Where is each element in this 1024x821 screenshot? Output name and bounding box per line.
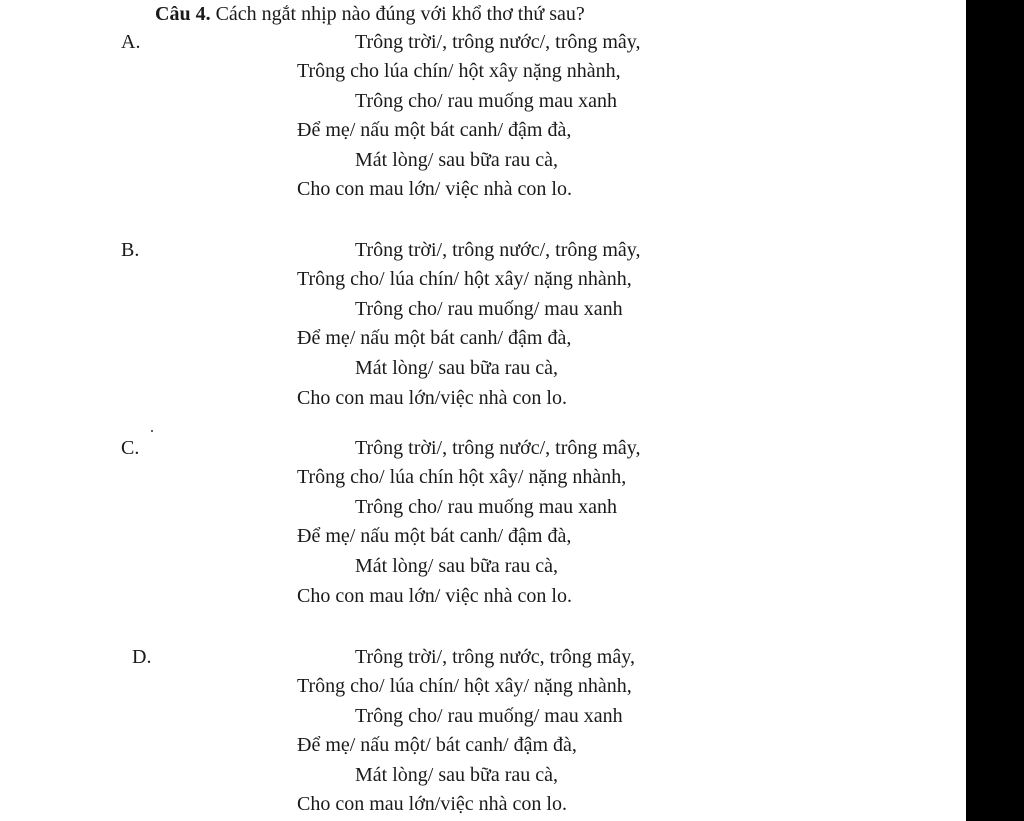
option-c-line-4: Để mẹ/ nấu một bát canh/ đậm đà,	[297, 525, 572, 547]
option-c-line-6: Cho con mau lớn/ việc nhà con lo.	[297, 585, 572, 607]
option-a-label: A.	[121, 31, 141, 53]
option-c-line-1: Trông trời/, trông nước/, trông mây,	[355, 437, 641, 459]
stray-dot	[151, 430, 153, 432]
option-a-line-5: Mát lòng/ sau bữa rau cà,	[355, 149, 558, 171]
option-c-line-3: Trông cho/ rau muống mau xanh	[355, 496, 618, 518]
option-a-line-3: Trông cho/ rau muống mau xanh	[355, 90, 618, 112]
option-b-line-4: Để mẹ/ nấu một bát canh/ đậm đà,	[297, 327, 572, 349]
option-d-line-5: Mát lòng/ sau bữa rau cà,	[355, 764, 558, 786]
option-c-label: C.	[121, 437, 140, 459]
option-b-line-3: Trông cho/ rau muống/ mau xanh	[355, 298, 623, 320]
option-d-line-3: Trông cho/ rau muống/ mau xanh	[355, 705, 623, 727]
option-a-line-6: Cho con mau lớn/ việc nhà con lo.	[297, 178, 572, 200]
question-number: Câu 4.	[155, 3, 211, 25]
option-b-line-1: Trông trời/, trông nước/, trông mây,	[355, 239, 641, 261]
option-d-label: D.	[132, 646, 152, 668]
question-text: Cách ngắt nhịp nào đúng với khổ thơ thứ sau?	[215, 3, 585, 25]
option-a-line-4: Để mẹ/ nấu một bát canh/ đậm đà,	[297, 119, 572, 141]
option-b-line-2: Trông cho/ lúa chín/ hột xây/ nặng nhành,	[297, 268, 632, 290]
option-a-line-2: Trông cho lúa chín/ hột xây nặng nhành,	[297, 60, 621, 82]
option-d-line-6: Cho con mau lớn/việc nhà con lo.	[297, 793, 567, 815]
option-c-line-2: Trông cho/ lúa chín hột xây/ nặng nhành,	[297, 466, 627, 488]
option-b-line-6: Cho con mau lớn/việc nhà con lo.	[297, 387, 567, 409]
question-title	[155, 2, 585, 26]
option-b-label: B.	[121, 239, 140, 261]
option-b-line-5: Mát lòng/ sau bữa rau cà,	[355, 357, 558, 379]
option-d-line-1: Trông trời/, trông nước, trông mây,	[355, 646, 635, 668]
option-c-line-5: Mát lòng/ sau bữa rau cà,	[355, 555, 558, 577]
option-d-line-4: Để mẹ/ nấu một/ bát canh/ đậm đà,	[297, 734, 577, 756]
option-d-line-2: Trông cho/ lúa chín/ hột xây/ nặng nhành,	[297, 675, 632, 697]
option-a-line-1: Trông trời/, trông nước/, trông mây,	[355, 31, 641, 53]
